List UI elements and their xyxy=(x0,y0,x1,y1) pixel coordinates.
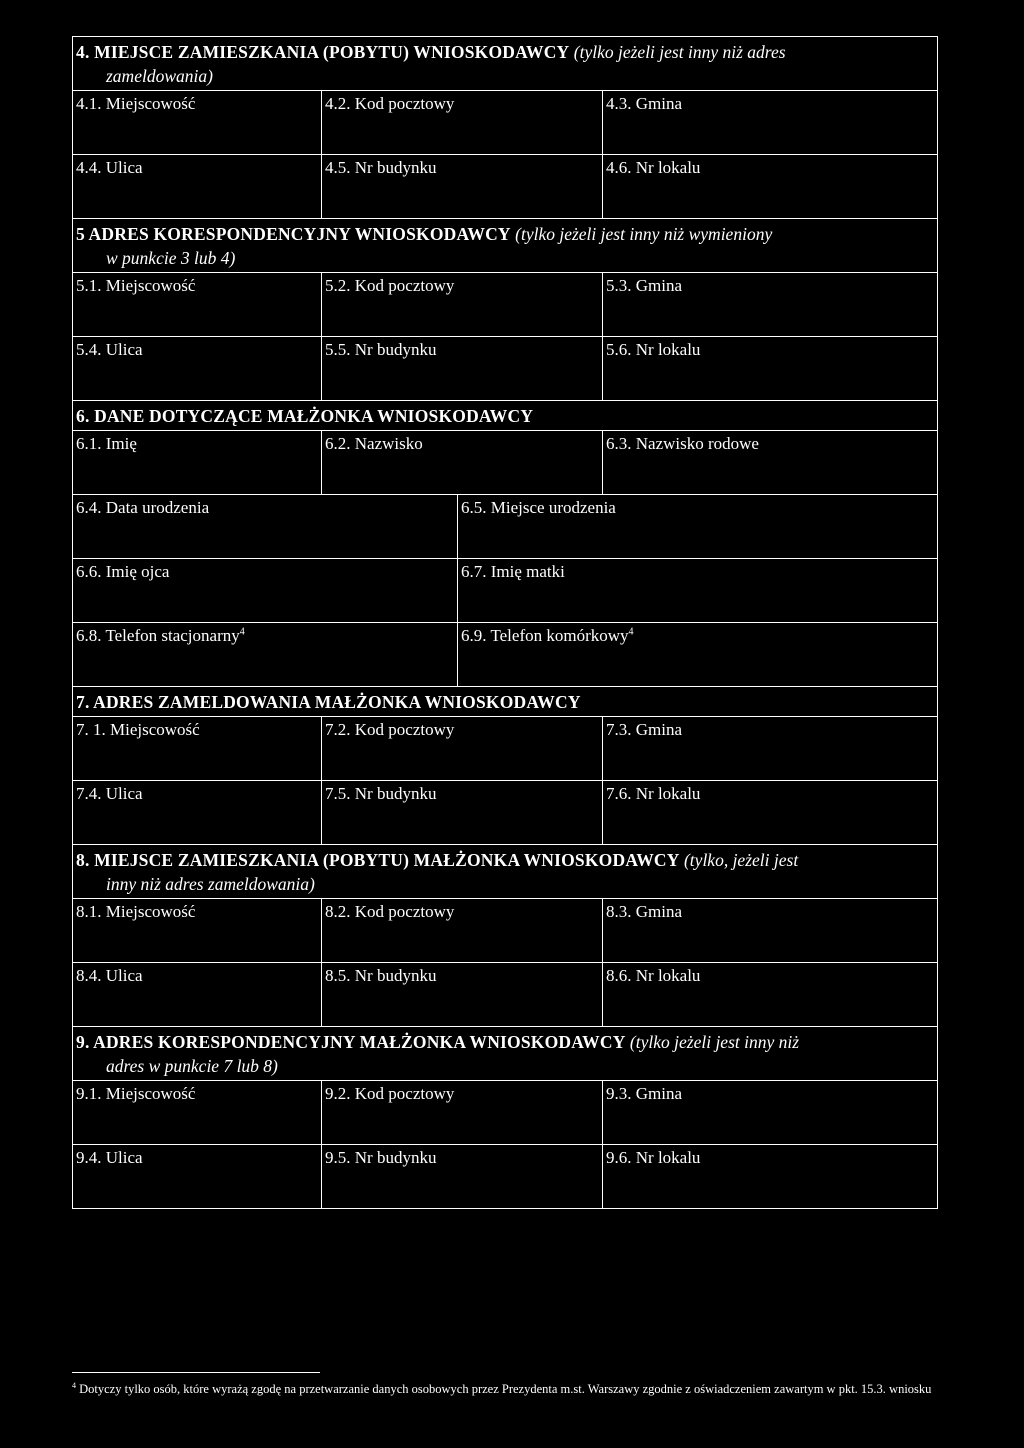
section-4-note: (tylko jeżeli jest inny niż adres xyxy=(573,42,786,62)
field-8-6[interactable] xyxy=(602,963,937,1026)
section-4-title: 4. MIEJSCE ZAMIESZKANIA (POBYTU) WNIOSKODAWCY xyxy=(76,42,570,62)
field-label: 7.2. Kod pocztowy xyxy=(325,720,455,739)
field-8-1[interactable] xyxy=(73,899,321,962)
section-8-note: (tylko, jeżeli jest xyxy=(683,850,799,870)
field-label: 4.4. Ulica xyxy=(76,158,143,177)
field-6-8[interactable] xyxy=(73,623,457,686)
field-5-4[interactable] xyxy=(73,337,321,400)
field-9-4[interactable] xyxy=(73,1145,321,1208)
section-9-note: (tylko jeżeli jest inny niż xyxy=(629,1032,800,1052)
section-5-note-cont: w punkcie 3 lub 4) xyxy=(106,248,236,268)
section-8-row-2 xyxy=(73,962,937,1026)
section-5-row-2 xyxy=(73,336,937,400)
field-label: 8.3. Gmina xyxy=(606,902,683,921)
field-label: 9.3. Gmina xyxy=(606,1084,683,1103)
field-label: 4.2. Kod pocztowy xyxy=(325,94,455,113)
field-6-5[interactable] xyxy=(457,495,937,558)
section-4-header xyxy=(73,37,937,90)
field-5-6[interactable] xyxy=(602,337,937,400)
field-label: 5.5. Nr budynku xyxy=(325,340,437,359)
section-9-row-2 xyxy=(73,1144,937,1208)
field-label: 7.4. Ulica xyxy=(76,784,143,803)
field-label: 5.6. Nr lokalu xyxy=(606,340,701,359)
field-7-3[interactable] xyxy=(602,717,937,780)
section-6-header xyxy=(73,401,937,430)
section-8-header xyxy=(73,845,937,898)
section-6-row-2 xyxy=(73,494,937,558)
field-6-4[interactable] xyxy=(73,495,457,558)
field-label: 6.5. Miejsce urodzenia xyxy=(461,498,616,517)
field-label: 9.1. Miejscowość xyxy=(76,1084,196,1103)
footnote-marker: 4 xyxy=(72,1380,76,1390)
section-4-header-row xyxy=(73,37,937,90)
section-6-title: 6. DANE DOTYCZĄCE MAŁŻONKA WNIOSKODAWCY xyxy=(76,406,534,426)
section-6-row-3 xyxy=(73,558,937,622)
section-9-title: 9. ADRES KORESPONDENCYJNY MAŁŻONKA WNIOSKODAWCY xyxy=(76,1032,626,1052)
footnote-ref: 4 xyxy=(239,626,245,638)
field-label: 5.2. Kod pocztowy xyxy=(325,276,455,295)
field-label: 6.8. Telefon stacjonarny xyxy=(76,626,240,645)
field-label: 8.4. Ulica xyxy=(76,966,143,985)
field-label: 4.1. Miejscowość xyxy=(76,94,196,113)
section-6-header-row xyxy=(73,400,937,430)
section-4-row-2 xyxy=(73,154,937,218)
field-5-1[interactable] xyxy=(73,273,321,336)
field-5-2[interactable] xyxy=(321,273,602,336)
field-label: 6.1. Imię xyxy=(76,434,137,453)
field-label: 7. 1. Miejscowość xyxy=(76,720,200,739)
field-label: 9.6. Nr lokalu xyxy=(606,1148,701,1167)
field-label: 7.6. Nr lokalu xyxy=(606,784,701,803)
field-label: 9.4. Ulica xyxy=(76,1148,143,1167)
field-4-3[interactable] xyxy=(602,91,937,154)
section-7-row-2 xyxy=(73,780,937,844)
section-5-title: 5 ADRES KORESPONDENCYJNY WNIOSKODAWCY xyxy=(76,224,511,244)
field-7-6[interactable] xyxy=(602,781,937,844)
section-8-title: 8. MIEJSCE ZAMIESZKANIA (POBYTU) MAŁŻONKA WNIOSKODAWCY xyxy=(76,850,680,870)
section-5-header-row xyxy=(73,218,937,272)
field-7-5[interactable] xyxy=(321,781,602,844)
section-7-title: 7. ADRES ZAMELDOWANIA MAŁŻONKA WNIOSKODAWCY xyxy=(76,692,581,712)
field-label: 5.3. Gmina xyxy=(606,276,683,295)
section-6-row-1 xyxy=(73,430,937,494)
field-label: 6.9. Telefon komórkowy xyxy=(461,626,629,645)
field-label: 9.5. Nr budynku xyxy=(325,1148,437,1167)
field-8-2[interactable] xyxy=(321,899,602,962)
section-9-note-cont: adres w punkcie 7 lub 8) xyxy=(106,1056,278,1076)
field-4-4[interactable] xyxy=(73,155,321,218)
field-label: 4.6. Nr lokalu xyxy=(606,158,701,177)
section-4-note-cont: zameldowania) xyxy=(106,66,213,86)
field-label: 4.5. Nr budynku xyxy=(325,158,437,177)
field-9-2[interactable] xyxy=(321,1081,602,1144)
field-9-1[interactable] xyxy=(73,1081,321,1144)
field-7-2[interactable] xyxy=(321,717,602,780)
field-label: 8.1. Miejscowość xyxy=(76,902,196,921)
section-5-row-1 xyxy=(73,272,937,336)
section-8-note-cont: inny niż adres zameldowania) xyxy=(106,874,315,894)
section-7-row-1 xyxy=(73,716,937,780)
field-6-3[interactable] xyxy=(602,431,937,494)
field-label: 7.5. Nr budynku xyxy=(325,784,437,803)
field-9-6[interactable] xyxy=(602,1145,937,1208)
section-8-row-1 xyxy=(73,898,937,962)
section-4-row-1 xyxy=(73,90,937,154)
field-4-6[interactable] xyxy=(602,155,937,218)
section-6-row-4 xyxy=(73,622,937,686)
field-label: 6.4. Data urodzenia xyxy=(76,498,210,517)
application-form xyxy=(72,36,938,1209)
field-4-2[interactable] xyxy=(321,91,602,154)
section-7-header xyxy=(73,687,937,716)
footnote-divider xyxy=(72,1372,320,1373)
field-label: 6.2. Nazwisko xyxy=(325,434,423,453)
footnote-ref: 4 xyxy=(628,626,634,638)
field-9-5[interactable] xyxy=(321,1145,602,1208)
field-label: 6.6. Imię ojca xyxy=(76,562,170,581)
field-9-3[interactable] xyxy=(602,1081,937,1144)
field-6-9[interactable] xyxy=(457,623,937,686)
footnote-text: Dotyczy tylko osób, które wyrażą zgodę na przetwarzanie danych osobowych przez Prezydenta m.st. Warszawy zgodnie z oświadczeniem zawartym w pkt. 15.3. wniosku xyxy=(79,1382,932,1396)
field-5-5[interactable] xyxy=(321,337,602,400)
section-7-header-row xyxy=(73,686,937,716)
field-label: 8.6. Nr lokalu xyxy=(606,966,701,985)
field-7-1[interactable] xyxy=(73,717,321,780)
field-label: 5.1. Miejscowość xyxy=(76,276,196,295)
field-label: 8.5. Nr budynku xyxy=(325,966,437,985)
field-label: 7.3. Gmina xyxy=(606,720,683,739)
field-label: 5.4. Ulica xyxy=(76,340,143,359)
field-6-1[interactable] xyxy=(73,431,321,494)
section-5-note: (tylko jeżeli jest inny niż wymieniony xyxy=(515,224,773,244)
section-8-header-row xyxy=(73,844,937,898)
field-label: 9.2. Kod pocztowy xyxy=(325,1084,455,1103)
field-6-7[interactable] xyxy=(457,559,937,622)
section-9-header-row xyxy=(73,1026,937,1080)
field-4-5[interactable] xyxy=(321,155,602,218)
field-label: 6.7. Imię matki xyxy=(461,562,565,581)
field-label: 4.3. Gmina xyxy=(606,94,683,113)
field-6-6[interactable] xyxy=(73,559,457,622)
field-label: 8.2. Kod pocztowy xyxy=(325,902,455,921)
section-9-row-1 xyxy=(73,1080,937,1144)
field-6-2[interactable] xyxy=(321,431,602,494)
footnote xyxy=(72,1381,932,1397)
field-8-5[interactable] xyxy=(321,963,602,1026)
field-8-4[interactable] xyxy=(73,963,321,1026)
section-5-header xyxy=(73,219,937,272)
field-7-4[interactable] xyxy=(73,781,321,844)
field-4-1[interactable] xyxy=(73,91,321,154)
section-9-header xyxy=(73,1027,937,1080)
field-5-3[interactable] xyxy=(602,273,937,336)
field-label: 6.3. Nazwisko rodowe xyxy=(606,434,759,453)
field-8-3[interactable] xyxy=(602,899,937,962)
